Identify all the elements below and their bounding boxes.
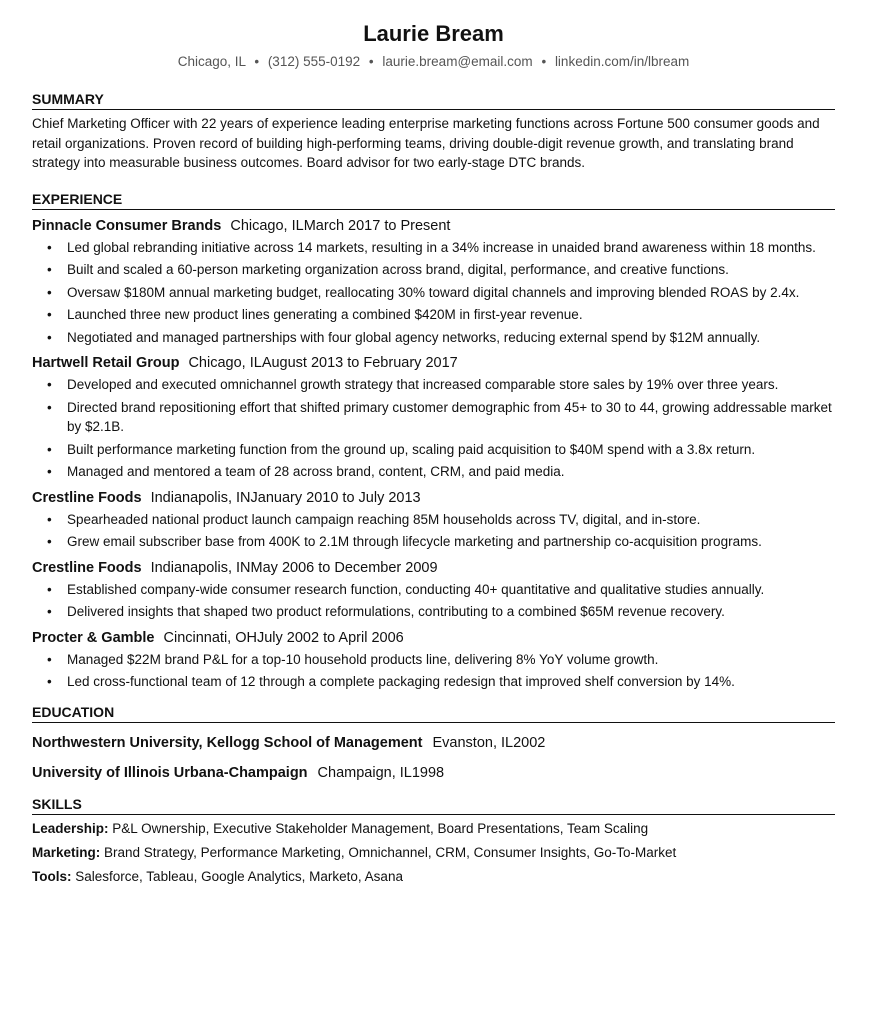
skill-row[interactable]	[32, 819, 835, 839]
skill-items: Brand Strategy, Performance Marketing, Omnichannel, CRM, Consumer Insights, Go-To-Market	[104, 844, 677, 860]
job-bullet[interactable]: • Directed brand repositioning effort that shifted primary customer demographic from 45+ to 30 to 44, growing addressable market by $2.1B.	[67, 398, 835, 437]
job-dates: August 2013 to February 2017	[261, 355, 458, 371]
job-entry	[32, 628, 835, 692]
section-heading-education[interactable]: EDUCATION	[32, 704, 835, 723]
resume-page[interactable]	[32, 20, 835, 887]
job-dates: March 2017 to Present	[303, 217, 451, 234]
job-bullet[interactable]: • Managed $22M brand P&L for a top-10 household products line, delivering 8% YoY volume growth.	[67, 650, 835, 670]
summary-paragraph[interactable]: Chief Marketing Officer with 22 years of experience leading enterprise marketing functions across Fortune 500 consumer goods and retail organizations. Proven record of building high-performing teams, driving double-digit revenue growth, and translating brand strategy into measurable business outcomes. Board advisor for two early-stage DTC brands.	[32, 116, 820, 170]
job-bullets	[32, 510, 835, 552]
job-company: Crestline Foods	[32, 489, 142, 506]
job-company: Hartwell Retail Group	[32, 355, 180, 371]
job-entry	[32, 558, 835, 622]
education-year: 2002	[513, 734, 546, 751]
job-company: Crestline Foods	[32, 559, 142, 576]
job-bullet[interactable]: • Grew email subscriber base from 400K to 2.1M through lifecycle marketing and partnership co-acquisition programs.	[67, 532, 835, 552]
job-bullet[interactable]: • Led global rebranding initiative across 14 markets, resulting in a 34% increase in unaided brand awareness within 18 months.	[67, 238, 835, 258]
contact-separator: •	[254, 54, 260, 69]
contact-phone[interactable]: (312) 555-0192	[267, 54, 361, 69]
education-location: Champaign, IL	[317, 764, 412, 781]
job-location: Indianapolis, IN	[150, 559, 251, 576]
skill-category: Leadership:	[32, 820, 109, 836]
job-header[interactable]	[32, 628, 835, 648]
skill-items: Salesforce, Tableau, Google Analytics, Marketo, Asana	[75, 868, 403, 884]
summary-section	[32, 91, 835, 173]
skill-category: Marketing:	[32, 844, 101, 860]
job-bullet[interactable]: • Negotiated and managed partnerships with four global agency networks, reducing external spend by $12M annually.	[67, 328, 835, 348]
skill-items: P&L Ownership, Executive Stakeholder Management, Board Presentations, Team Scaling	[112, 820, 649, 836]
job-location: Chicago, IL	[230, 217, 304, 234]
job-bullets	[32, 238, 835, 348]
job-bullet[interactable]: • Built and scaled a 60-person marketing organization across brand, digital, performance, and creative functions.	[67, 260, 835, 280]
contact-email[interactable]: laurie.bream@email.com	[382, 54, 533, 69]
education-location: Evanston, IL	[432, 734, 514, 751]
contact-separator: •	[541, 54, 547, 69]
job-dates: July 2002 to April 2006	[256, 629, 404, 646]
section-heading-experience[interactable]: EXPERIENCE	[32, 191, 835, 210]
job-entry	[32, 216, 835, 348]
job-location: Cincinnati, OH	[163, 629, 257, 646]
job-entry	[32, 353, 835, 482]
section-heading-summary[interactable]: SUMMARY	[32, 91, 835, 110]
job-company: Procter & Gamble	[32, 629, 155, 646]
skill-row[interactable]	[32, 843, 835, 863]
job-location: Indianapolis, IN	[150, 489, 251, 506]
job-dates: May 2006 to December 2009	[250, 559, 438, 576]
job-bullet[interactable]: • Managed and mentored a team of 28 across brand, content, CRM, and paid media.	[67, 462, 835, 482]
contact-separator: •	[368, 54, 374, 69]
job-location: Chicago, IL	[188, 355, 262, 371]
education-school: Northwestern University, Kellogg School of Management	[32, 734, 423, 751]
education-year: 1998	[411, 764, 445, 781]
candidate-name[interactable]: Laurie Bream	[363, 21, 504, 46]
education-section	[32, 704, 835, 783]
contact-city[interactable]: Chicago, IL	[177, 54, 246, 69]
job-bullets	[32, 650, 835, 692]
job-bullet[interactable]: • Launched three new product lines generating a combined $420M in first-year revenue.	[67, 305, 835, 325]
job-entry	[32, 488, 835, 552]
job-header[interactable]	[32, 558, 835, 578]
job-company: Pinnacle Consumer Brands	[32, 217, 222, 234]
job-header[interactable]	[32, 216, 835, 236]
education-school: University of Illinois Urbana-Champaign	[32, 764, 308, 781]
job-dates: January 2010 to July 2013	[250, 489, 421, 506]
job-bullet[interactable]: • Delivered insights that shaped two product reformulations, contributing to a combined $65M revenue recovery.	[67, 602, 835, 622]
job-bullet[interactable]: • Developed and executed omnichannel growth strategy that increased comparable store sales by 19% over three years.	[67, 375, 835, 395]
skill-row[interactable]	[32, 867, 835, 887]
job-bullet[interactable]: • Built performance marketing function from the ground up, scaling paid acquisition to $40M spend with a 3.8x return.	[67, 440, 835, 460]
contact-line[interactable]	[32, 53, 835, 71]
job-bullet[interactable]: • Spearheaded national product launch campaign reaching 85M households across TV, digital, and in-store.	[67, 510, 835, 530]
job-bullet[interactable]: • Oversaw $180M annual marketing budget, reallocating 30% toward digital channels and improving blended ROAS by 2.4x.	[67, 283, 835, 303]
skills-section	[32, 796, 835, 887]
section-heading-skills[interactable]: SKILLS	[32, 796, 835, 815]
education-entry[interactable]	[32, 763, 835, 783]
experience-section	[32, 191, 835, 692]
job-bullets	[32, 375, 835, 482]
job-header[interactable]	[32, 488, 835, 508]
job-header[interactable]	[32, 353, 835, 373]
job-bullet[interactable]: • Established company-wide consumer research function, conducting 40+ quantitative and qualitative studies annually.	[67, 580, 835, 600]
job-bullet[interactable]: • Led cross-functional team of 12 through a complete packaging redesign that improved shelf conversion by 14%.	[67, 672, 835, 692]
contact-linkedin[interactable]: linkedin.com/in/lbream	[554, 54, 690, 69]
job-bullets	[32, 580, 835, 622]
education-entry[interactable]	[32, 733, 835, 753]
skill-category: Tools:	[32, 868, 72, 884]
